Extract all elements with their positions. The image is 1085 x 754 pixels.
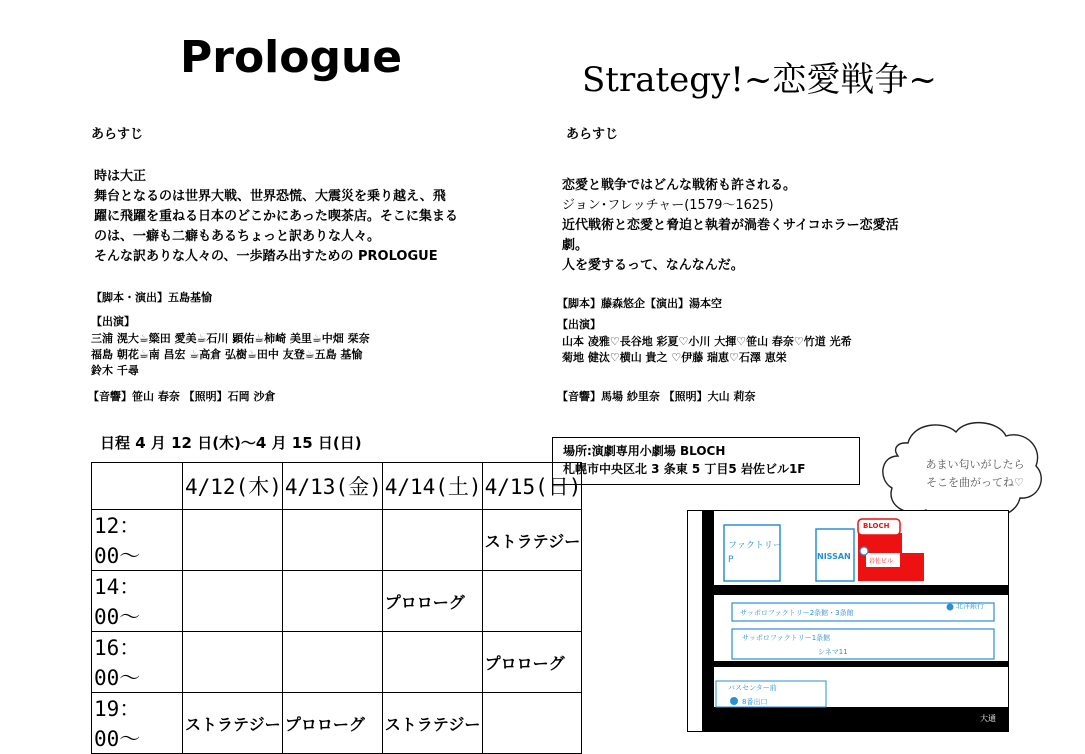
schedule-cell: [183, 571, 283, 632]
map-cinema-label: シネマ11: [818, 648, 848, 656]
prologue-cast-heading: 【出演】: [91, 315, 135, 328]
strategy-cast-heading: 【出演】: [557, 318, 601, 331]
synopsis-line: そんな訳ありな人々の、一歩踏み出すための PROLOGUE: [94, 249, 438, 264]
map-factory2-label: サッポロファクトリー2条館・3条館: [740, 609, 854, 617]
schedule-cell: [282, 510, 382, 571]
map-bus-center-label: バスセンター前: [728, 684, 777, 692]
map-exit-label: 8番出口: [742, 698, 768, 706]
strategy-synopsis: [562, 176, 899, 276]
synopsis-line: 舞台となるのは世界大戦、世界恐慌、大震災を乗り越え、飛: [94, 189, 446, 204]
schedule-cell: [382, 510, 482, 571]
synopsis-line: 人を愛するって、なんなんだ。: [562, 258, 744, 273]
synopsis-line: のは、一癖も二癖もあるちょっと訳ありな人々。: [94, 229, 381, 244]
strategy-title: Strategy!~恋愛戦争~: [582, 60, 937, 100]
cast-line: 山本 凌雅♡長谷地 彩夏♡小川 大揮♡笹山 春奈♡竹道 光希: [562, 335, 852, 348]
map-factory-p-label: ファクトリー P: [728, 541, 782, 565]
bubble-line: そこを曲がってね♡: [926, 476, 1024, 489]
prologue-synopsis: [94, 167, 458, 267]
cast-line: 菊地 健汰♡横山 貴之 ♡伊藤 瑞恵♡石澤 恵栄: [562, 351, 787, 364]
schedule-time: 12：00〜: [92, 510, 183, 571]
map-bloch-label: BLOCH: [863, 522, 890, 530]
schedule-cell: ストラテジー: [482, 510, 582, 571]
map-road-vertical: [702, 511, 714, 731]
schedule-time: 19：00〜: [92, 693, 183, 754]
schedule-date: 4/13(金): [282, 463, 382, 510]
map-odori-label: 大通: [980, 714, 996, 723]
schedule-date: 4/12(木): [183, 463, 283, 510]
schedule-cell: プロローグ: [482, 632, 582, 693]
schedule-cell: ストラテジー: [382, 693, 482, 754]
schedule-row: [92, 510, 582, 571]
cast-line: 鈴木 千尋: [91, 364, 139, 377]
schedule-row: [92, 571, 582, 632]
synopsis-line: 近代戦術と恋愛と脅迫と執着が渦巻くサイコホラー恋愛活: [562, 218, 899, 233]
map-iwasa-label: 岩佐ビル: [869, 558, 894, 565]
map-exit-dot: [730, 697, 738, 705]
schedule-table: [91, 462, 582, 754]
map-road-middle: [702, 661, 1008, 667]
schedule-cell: [482, 693, 582, 754]
prologue-script-direction: 【脚本・演出】五島基愉: [91, 291, 212, 304]
map-nissan-label: NISSAN: [817, 552, 851, 561]
schedule-cell: [183, 510, 283, 571]
venue-map: [687, 510, 1009, 732]
synopsis-line: ジョン･フレッチャー(1579〜1625): [562, 198, 774, 213]
schedule-header-row: [92, 463, 582, 510]
cast-line: 三浦 滉大☕簗田 愛美☕石川 顕佑☕柿崎 美里☕中畑 栞奈: [91, 332, 370, 345]
venue-address: 札幌市中央区北 3 条東 5 丁目5 岩佐ビル1F: [563, 462, 806, 476]
schedule-row: [92, 693, 582, 754]
map-road-odori: [702, 707, 1008, 731]
bubble-text: [905, 456, 1045, 492]
schedule-time: 14：00〜: [92, 571, 183, 632]
venue-box: [552, 437, 860, 485]
strategy-sound-light: 【音響】馬場 紗里奈 【照明】大山 莉奈: [557, 390, 756, 403]
schedule-cell: [282, 571, 382, 632]
schedule-cell: [282, 632, 382, 693]
schedule-time: 16：00〜: [92, 632, 183, 693]
venue-name: 場所:演劇専用小劇場 BLOCH: [563, 444, 726, 458]
schedule-date: 4/15(日): [482, 463, 582, 510]
strategy-synopsis-heading: あらすじ: [566, 127, 619, 142]
schedule-heading: 日程 4 月 12 日(木)〜4 月 15 日(日): [100, 434, 362, 452]
map-road-north: [702, 585, 1008, 595]
schedule-cell: プロローグ: [382, 571, 482, 632]
prologue-cast: [91, 331, 370, 379]
schedule-date: 4/14(土): [382, 463, 482, 510]
schedule-cell: [183, 632, 283, 693]
prologue-synopsis-heading: あらすじ: [91, 127, 144, 142]
prologue-sound-light: 【音響】笹山 春奈 【照明】石岡 沙倉: [88, 390, 276, 403]
map-hokuyo-label: 北洋銀行: [956, 602, 984, 610]
synopsis-line: 恋愛と戦争ではどんな戦術も許される。: [562, 178, 797, 193]
schedule-cell: [382, 632, 482, 693]
schedule-cell: ストラテジー: [183, 693, 283, 754]
prologue-title: Prologue: [180, 32, 403, 83]
schedule-cell: [482, 571, 582, 632]
map-factory1-label: サッポロファクトリー1条館: [742, 634, 831, 642]
schedule-corner-cell: [92, 463, 183, 510]
map-bloch-pin: [860, 547, 868, 555]
strategy-cast: [562, 334, 852, 366]
synopsis-line: 時は大正: [94, 169, 147, 184]
schedule-row: [92, 632, 582, 693]
bubble-line: あまい匂いがしたら: [925, 458, 1025, 471]
map-hokuyo-dot: [947, 604, 954, 611]
synopsis-line: 劇。: [562, 238, 589, 253]
synopsis-line: 躍に飛躍を重ねる日本のどこかにあった喫茶店。そこに集まる: [94, 209, 458, 224]
strategy-script-direction: 【脚本】藤森悠企【演出】湯本空: [557, 297, 722, 310]
cast-line: 福島 朝花☕南 昌宏 ☕高倉 弘樹☕田中 友登☕五島 基愉: [91, 348, 363, 361]
schedule-cell: プロローグ: [282, 693, 382, 754]
